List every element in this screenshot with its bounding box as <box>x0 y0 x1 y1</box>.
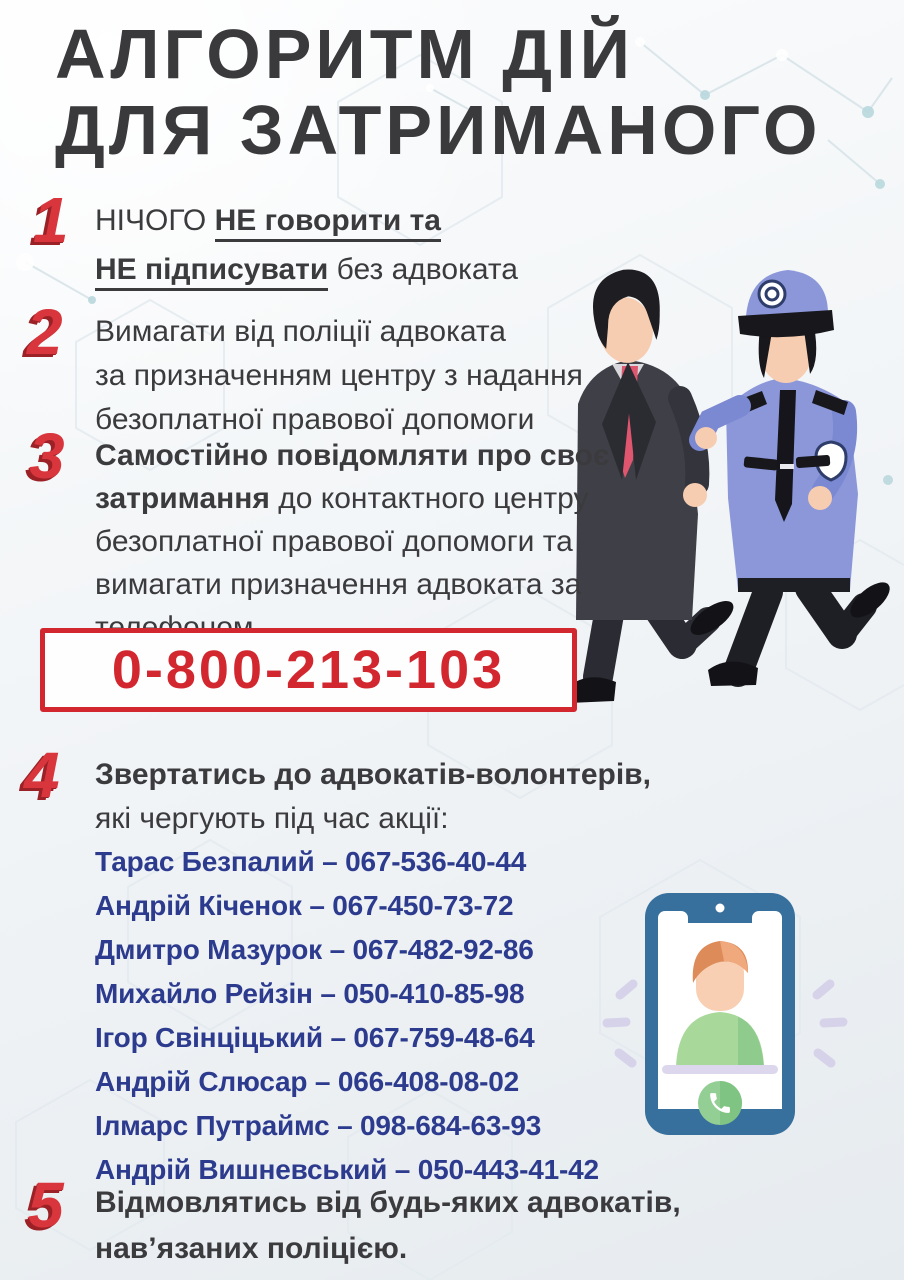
vibration-marks-right <box>817 984 843 1063</box>
smartphone-illustration <box>600 885 850 1145</box>
step-2-number: 2 <box>27 296 63 368</box>
lawyer-separator: – <box>330 1022 354 1053</box>
lawyer-phone: 067-482-92-86 <box>352 934 534 965</box>
step-1-text <box>95 196 518 294</box>
lawyer-row <box>95 1104 599 1148</box>
hotline-number: 0-800-213-103 <box>111 640 506 700</box>
arrest-illustration <box>560 252 904 752</box>
step-5-line-1: Відмовлятись від будь-яких адвокатів, <box>95 1186 681 1219</box>
title-line-2: ДЛЯ ЗАТРИМАНОГО <box>55 91 822 169</box>
lawyer-row <box>95 972 599 1016</box>
step-3-line-4: вимагати призначення адвоката за <box>95 568 582 601</box>
lawyer-name: Ілмарс Путраймс <box>95 1110 330 1141</box>
step-1-number: 1 <box>33 184 69 256</box>
page-title <box>55 16 822 168</box>
lawyer-phone: 050-443-41-42 <box>417 1154 599 1185</box>
lawyer-name: Михайло Рейзін <box>95 978 313 1009</box>
step-2-line-1: Вимагати від поліції адвоката <box>95 315 506 348</box>
lawyer-separator: – <box>329 934 353 965</box>
step-2-line-3: безоплатної правової допомоги <box>95 403 535 436</box>
step-3-text <box>95 434 610 649</box>
step-4-text <box>95 753 651 841</box>
step-3-rest: до контактного центру <box>269 482 589 515</box>
step-5-text <box>95 1180 681 1272</box>
step-4-line-2: які чергують під час акції: <box>95 802 449 835</box>
step-2-text <box>95 310 583 442</box>
step-3-number: 3 <box>29 420 65 492</box>
lawyer-row <box>95 884 599 928</box>
lawyer-name: Тарас Безпалий <box>95 846 315 877</box>
step-1-plain-2: без адвоката <box>328 253 518 286</box>
lawyer-row <box>95 928 599 972</box>
step-1-bold-phrase-2: НЕ підписувати <box>95 253 328 291</box>
lawyer-row <box>95 840 599 884</box>
lawyer-name: Андрій Вишневський <box>95 1154 388 1185</box>
lawyer-separator: – <box>322 846 346 877</box>
hotline-box <box>40 628 577 712</box>
lawyer-phone: 067-536-40-44 <box>345 846 527 877</box>
step-1-bold-phrase-1: НЕ говорити та <box>215 204 441 242</box>
vibration-marks-left <box>607 984 633 1063</box>
step-3-bold-word: затримання <box>95 482 270 515</box>
lawyer-phone: 098-684-63-93 <box>360 1110 542 1141</box>
step-5-line-2: нав’язаних поліцією. <box>95 1232 408 1265</box>
lawyer-separator: – <box>337 1110 361 1141</box>
smartphone-icon <box>645 893 795 1135</box>
lawyer-phone: 067-759-48-64 <box>353 1022 535 1053</box>
lawyer-name: Андрій Кіченок <box>95 890 302 921</box>
title-line-1: АЛГОРИТМ ДІЙ <box>55 15 634 93</box>
step-1-plain: НІЧОГО <box>95 204 215 237</box>
lawyer-name: Дмитро Мазурок <box>95 934 322 965</box>
lawyer-separator: – <box>320 978 344 1009</box>
step-5-number: 5 <box>28 1169 64 1241</box>
lawyer-phone: 066-408-08-02 <box>337 1066 519 1097</box>
policeman-figure <box>695 270 895 686</box>
lawyers-list <box>95 840 599 1192</box>
lawyer-separator: – <box>314 1066 338 1097</box>
lawyer-row <box>95 1016 599 1060</box>
lawyer-name: Андрій Слюсар <box>95 1066 308 1097</box>
lawyer-separator: – <box>309 890 333 921</box>
lawyer-row <box>95 1060 599 1104</box>
step-2-line-2: за призначенням центру з надання <box>95 359 583 392</box>
step-4-number: 4 <box>24 739 60 811</box>
lawyer-name: Ігор Свінціцький <box>95 1022 323 1053</box>
step-4-bold-line: Звертатись до адвокатів-волонтерів, <box>95 758 651 791</box>
call-button-icon <box>698 1081 742 1125</box>
step-3-line-3: безоплатної правової допомоги та <box>95 525 573 558</box>
lawyer-separator: – <box>394 1154 418 1185</box>
lawyer-phone: 050-410-85-98 <box>343 978 525 1009</box>
step-3-bold-line: Самостійно повідомляти про своє <box>95 439 610 472</box>
lawyer-phone: 067-450-73-72 <box>332 890 514 921</box>
